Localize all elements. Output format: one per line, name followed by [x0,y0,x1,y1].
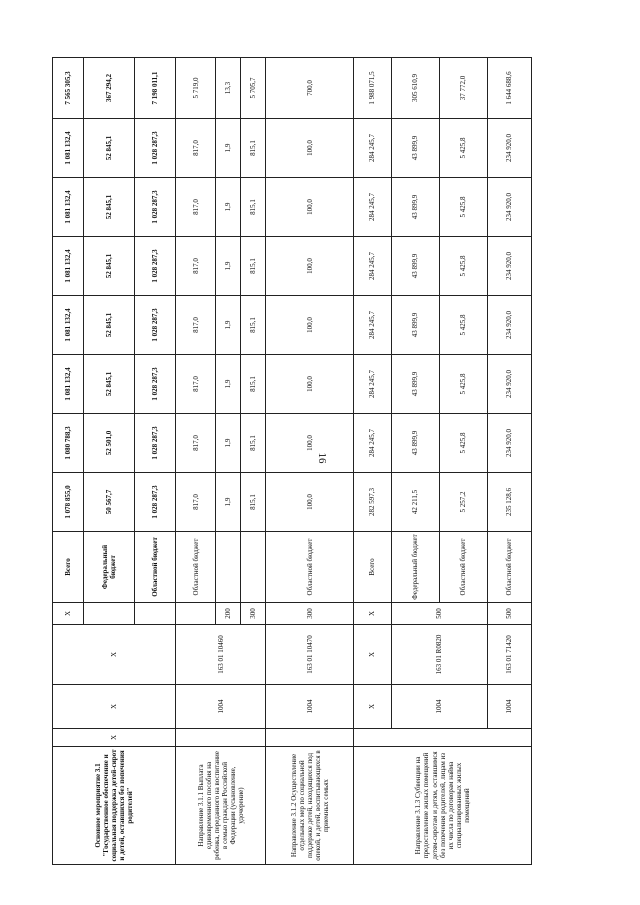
value-cell: 815,1 [241,237,266,296]
source-cell: Федеральный бюджет [84,532,134,603]
source-cell: Областной бюджет [487,532,531,603]
measure-cell: Направление 3.1.2 Осуществление отдельных мер по социальной поддержке детей, находящихся под опекой, и детей, воспитывающихся в приемных семьях [266,747,354,865]
value-cell: 1 078 855,0 [53,473,84,532]
source-cell: Областной бюджет [266,532,354,603]
value-cell: 5 257,2 [439,473,487,532]
source-cell: Федеральный бюджет [391,532,439,603]
csr-cell: Х [354,625,392,685]
grbs-cell: Х [53,729,176,747]
value-cell: 100,0 [266,414,354,473]
value-cell: 1,9 [216,355,241,414]
value-cell: 100,0 [266,178,354,237]
value-cell: 1,9 [216,237,241,296]
rz-cell: 1004 [487,685,531,729]
table-row [176,58,216,865]
total-cell: 7 565 305,3 [53,58,84,119]
measure-cell: Направление 3.1.1 Выплата единовременного пособия на ребенка, переданного на воспитание в семью граждан Российской Федерации (усыновление, удочерение) [176,747,266,865]
value-cell: 1,9 [216,178,241,237]
total-cell: 5 705,7 [241,58,266,119]
value-cell: 817,0 [176,414,216,473]
page-number: 16 [316,452,328,464]
value-cell: 1 028 287,3 [134,178,176,237]
value-cell: 815,1 [241,473,266,532]
value-cell: 817,0 [176,178,216,237]
value-cell: 43 899,9 [391,178,439,237]
value-cell: 817,0 [176,237,216,296]
value-cell: 284 245,7 [354,355,392,414]
rotated-table-container [52,58,532,865]
measure-cell: Основное мероприятие 3.1 "Государственное обеспечение и социальная поддержка детей-сирот и детей, оставшихся без попечения родителей" [53,747,176,865]
value-cell: 817,0 [176,119,216,178]
vr-cell: 500 [391,603,487,625]
source-cell: Всего [354,532,392,603]
value-cell: 1,9 [216,296,241,355]
value-cell: 815,1 [241,355,266,414]
value-cell: 43 899,9 [391,119,439,178]
value-cell: 1,9 [216,473,241,532]
value-cell: 1 081 132,4 [53,237,84,296]
total-cell: 7 198 011,1 [134,58,176,119]
total-cell: 367 294,2 [84,58,134,119]
rz-cell: 1004 [266,685,354,729]
value-cell: 1 081 132,4 [53,119,84,178]
total-cell: 305 610,9 [391,58,439,119]
value-cell: 43 899,9 [391,355,439,414]
value-cell: 5 425,8 [439,237,487,296]
csr-cell: 163 01 R0820 [391,625,487,685]
rz-cell: Х [354,685,392,729]
total-cell: 13,3 [216,58,241,119]
value-cell: 234 920,0 [487,119,531,178]
table-row [53,58,84,865]
vr-cell [176,603,216,625]
vr-cell: 300 [241,603,266,625]
value-cell: 52 501,0 [84,414,134,473]
value-cell: 100,0 [266,237,354,296]
rz-cell: 1004 [176,685,266,729]
value-cell: 235 128,6 [487,473,531,532]
total-cell: 1 644 688,6 [487,58,531,119]
value-cell: 284 245,7 [354,237,392,296]
value-cell: 50 567,7 [84,473,134,532]
grbs-cell [354,729,532,747]
value-cell: 1 028 287,3 [134,119,176,178]
vr-cell: 200 [216,603,241,625]
total-cell: 37 772,0 [439,58,487,119]
vr-cell: Х [53,603,84,625]
value-cell: 1 028 287,3 [134,473,176,532]
csr-cell: 163 01 10470 [266,625,354,685]
value-cell: 100,0 [266,473,354,532]
value-cell: 5 425,8 [439,296,487,355]
value-cell: 1 081 132,4 [53,178,84,237]
grbs-cell [266,729,354,747]
source-cell: Областной бюджет [439,532,487,603]
value-cell: 1,9 [216,414,241,473]
value-cell: 284 245,7 [354,119,392,178]
source-cell [241,532,266,603]
csr-cell: Х [53,625,176,685]
value-cell: 43 899,9 [391,237,439,296]
value-cell: 42 211,5 [391,473,439,532]
value-cell: 234 920,0 [487,414,531,473]
value-cell: 815,1 [241,296,266,355]
source-cell: Всего [53,532,84,603]
value-cell: 1,9 [216,119,241,178]
value-cell: 234 920,0 [487,178,531,237]
vr-cell [134,603,176,625]
value-cell: 5 425,8 [439,355,487,414]
value-cell: 52 845,1 [84,237,134,296]
total-cell: 5 719,0 [176,58,216,119]
source-cell: Областной бюджет [134,532,176,603]
value-cell: 5 425,8 [439,119,487,178]
value-cell: 284 245,7 [354,414,392,473]
value-cell: 52 845,1 [84,355,134,414]
value-cell: 234 920,0 [487,355,531,414]
value-cell: 5 425,8 [439,414,487,473]
value-cell: 5 425,8 [439,178,487,237]
value-cell: 815,1 [241,119,266,178]
table-row [266,58,354,865]
measure-cell: Направление 3.1.3 Субвенции на предоставление жилых помещений детям-сиротам и детям, оставшимся без попечения родителей, лицам из их числа по договорам найма специализированных жилых помещений [354,747,532,865]
value-cell: 52 845,1 [84,296,134,355]
value-cell: 52 845,1 [84,119,134,178]
table-row [354,58,392,865]
value-cell: 1 080 788,3 [53,414,84,473]
value-cell: 815,1 [241,414,266,473]
source-cell [216,532,241,603]
value-cell: 817,0 [176,473,216,532]
value-cell: 234 920,0 [487,237,531,296]
budget-table [52,57,532,865]
value-cell: 1 028 287,3 [134,237,176,296]
grbs-cell [176,729,266,747]
value-cell: 43 899,9 [391,296,439,355]
total-cell: 700,0 [266,58,354,119]
vr-cell: 300 [266,603,354,625]
value-cell: 817,0 [176,296,216,355]
value-cell: 234 920,0 [487,296,531,355]
value-cell: 1 028 287,3 [134,355,176,414]
total-cell: 1 988 071,5 [354,58,392,119]
value-cell: 1 028 287,3 [134,296,176,355]
value-cell: 1 081 132,4 [53,296,84,355]
value-cell: 100,0 [266,296,354,355]
value-cell: 284 245,7 [354,178,392,237]
value-cell: 100,0 [266,355,354,414]
vr-cell: Х [354,603,392,625]
value-cell: 1 028 287,3 [134,414,176,473]
value-cell: 43 899,9 [391,414,439,473]
value-cell: 52 845,1 [84,178,134,237]
csr-cell: 163 01 10460 [176,625,266,685]
csr-cell: 163 01 71420 [487,625,531,685]
value-cell: 100,0 [266,119,354,178]
vr-cell [84,603,134,625]
vr-cell: 500 [487,603,531,625]
value-cell: 284 245,7 [354,296,392,355]
rz-cell: 1004 [391,685,487,729]
value-cell: 282 597,3 [354,473,392,532]
value-cell: 1 081 132,4 [53,355,84,414]
rz-cell: Х [53,685,176,729]
source-cell: Областной бюджет [176,532,216,603]
value-cell: 817,0 [176,355,216,414]
value-cell: 815,1 [241,178,266,237]
